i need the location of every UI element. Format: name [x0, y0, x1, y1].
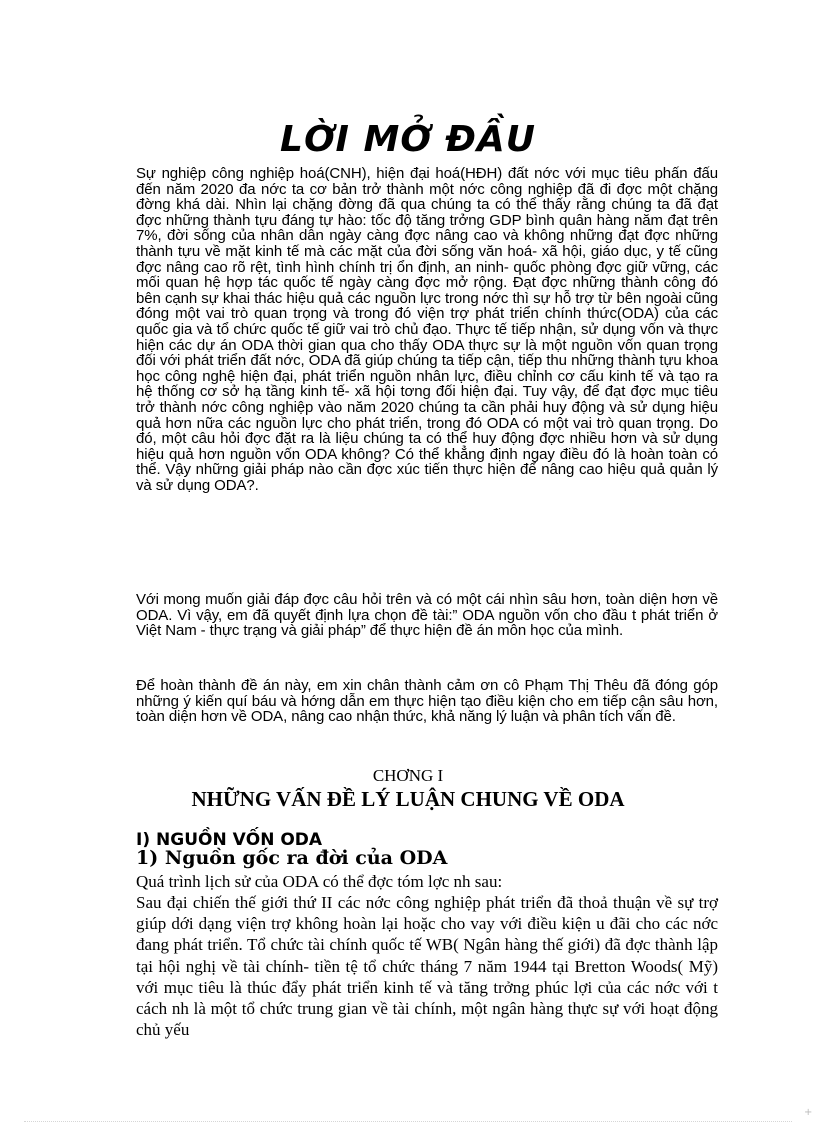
chapter-number: CHƠNG I [372, 766, 444, 785]
page-title: LỜI MỞ ĐẦU [280, 119, 536, 160]
subsection-heading: 1) Nguồn gốc ra đời của ODA [136, 847, 448, 869]
intro-paragraph-1: Sự nghiệp công nghiệp hoá(CNH), hiện đại hoá(HĐH) đất nớc với mục tiêu phấn đấu đến năm 2020 đa nớc ta cơ bản trở thành một nớc công nghiệp đã đi đợc một chặng đờng khá dài. Nhìn lại chặng đờng đã qua chúng ta có thể thấy rằng chúng ta đã đạt đợc những thành tựu đáng tự hào: tốc độ tăng trởng GDP bình quân hàng năm đạt trên 7%, đời sống của nhân dân ngày càng đợc nâng cao và không những đạt đợc những thành tựu về mặt kinh tế mà các mặt của đời sống văn hoá- xã hội, giáo dục, y tế cũng đợc nâng cao rõ rệt, tình hình chính trị ổn định, an ninh- quốc phòng đợc giữ vững, các mối quan hệ hợp tác quốc tế ngày càng đợc mở rộng. Đạt đợc những thành công đó bên cạnh sự khai thác hiệu quả các nguồn lực trong nớc thì sự hỗ trợ từ bên ngoài cũng đóng một vai trò quan trọng và trong đó viện trợ phát triển chính thức(ODA) của các quốc gia và tổ chức quốc tế giữ vai trò chủ đạo. Thực tế tiếp nhận, sử dụng vốn và thực hiện các dự án ODA thời gian qua cho thấy ODA thực sự là một nguồn vốn quan trọng đối với phát triển đất nớc, ODA đã giúp chúng ta tiếp cận, tiếp thu những thành tựu khoa học công nghệ hiện đại, phát triển nguồn nhân lực, điều chỉnh cơ cấu kinh tế và tạo ra hệ thống cơ sở hạ tầng kinh tế- xã hội tơng đối hiện đại. Tuy vậy, để đạt đợc mục tiêu trở thành nớc công nghiệp vào năm 2020 chúng ta cần phải huy động và sử dụng hiệu quả hơn nữa các nguồn lực cho phát triển, trong đó ODA có một vai trò quan trọng. Do đó, một câu hỏi đợc đặt ra là liệu chúng ta có thể huy động đợc nhiều hơn và sử dụng hiệu quả hơn nguồn vốn ODA không? Có thể khẳng định ngay điều đó là hoàn toàn có thể. Vậy những giải pháp nào cần đợc xúc tiến thực hiện để nâng cao hiệu quả quản lý và sử dụng ODA?. [136, 165, 718, 494]
chapter-title: NHỮNG VẤN ĐỀ LÝ LUẬN CHUNG VỀ ODA [191, 787, 625, 811]
page-bottom-divider [24, 1121, 792, 1122]
corner-plus-icon: + [804, 1107, 813, 1118]
section-paragraph-1: Quá trình lịch sử của ODA có thể đợc tóm lợc nh sau: [136, 872, 503, 891]
section-heading: I) NGUỒN VỐN ODA [136, 830, 323, 850]
intro-paragraph-3: Để hoàn thành đề án này, em xin chân thành cảm ơn cô Phạm Thị Thêu đã đóng góp những ý kiến quí báu và hớng dẫn em thực hiện tạo điều kiện cho em tiếp cận sâu hơn, toàn diện hơn về ODA, nâng cao nhận thức, khả năng lý luận và phân tích vấn đề. [136, 677, 718, 726]
intro-paragraph-2: Với mong muốn giải đáp đợc câu hỏi trên và có một cái nhìn sâu hơn, toàn diện hơn về ODA. Vì vậy, em đã quyết định lựa chọn đề tài:” ODA nguồn vốn cho đầu t phát triển ở Việt Nam - thực trạng và giải pháp” để thực hiện đề án môn học của mình. [136, 591, 718, 640]
section-paragraph-2: Sau đại chiến thế giới thứ II các nớc công nghiệp phát triển đã thoả thuận về sự trợ giúp dới dạng viện trợ không hoàn lại hoặc cho vay với điều kiện u đãi cho các nớc đang phát triển. Tổ chức tài chính quốc tế WB( Ngân hàng thế giới) đã đợc thành lập tại hội nghị về tài chính- tiền tệ tổ chức tháng 7 năm 1944 tại Bretton Woods( Mỹ) với mục tiêu là thúc đẩy phát triển kinh tế và tăng trởng phúc lợi của các nớc với t cách nh là một tổ chức trung gian về tài chính, một ngân hàng thực sự với hoạt động chủ yếu [136, 893, 718, 1040]
